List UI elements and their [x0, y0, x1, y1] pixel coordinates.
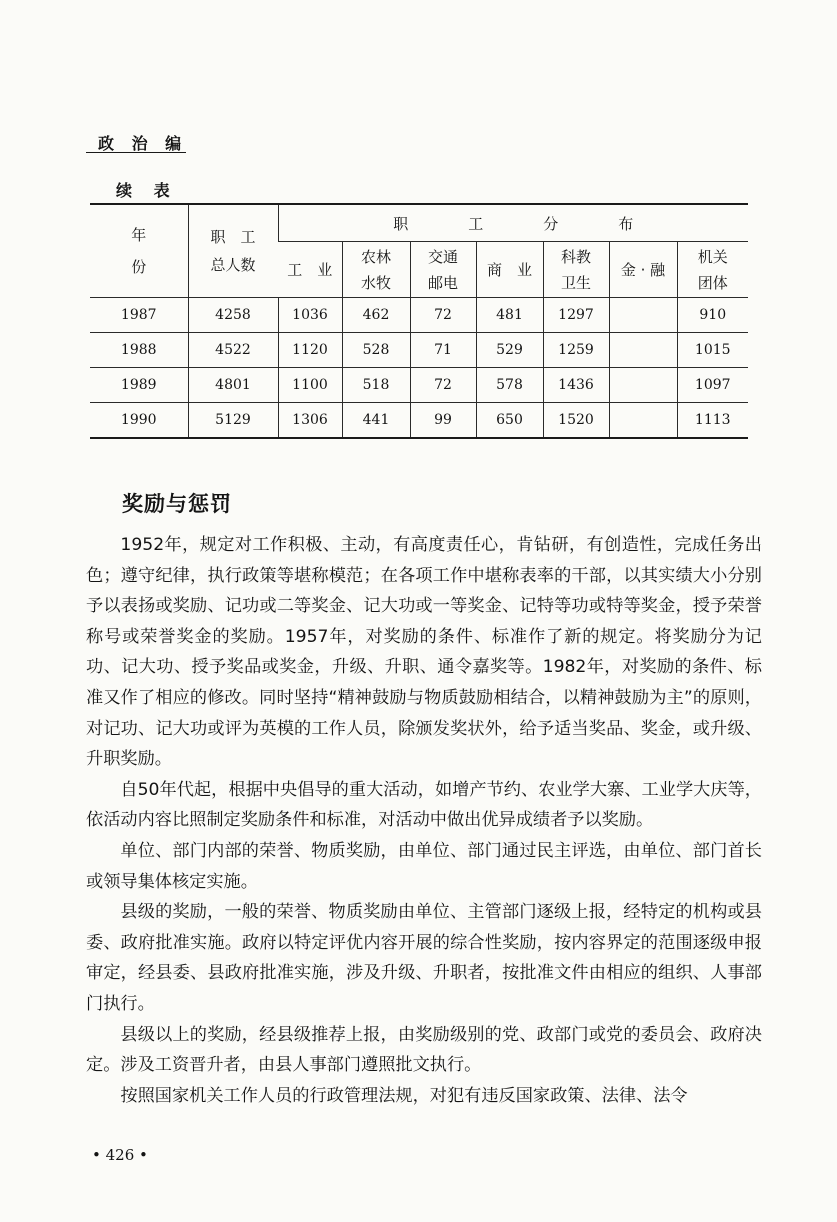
paragraph: 1952年，规定对工作积极、主动，有高度责任心，肯钻研，有创造性，完成任务出色；遵守纪律，执行政策等堪称模范；在各项工作中堪称表率的干部，以其实绩大小分别予以表扬或奖励、记功或二等奖金、记大功或一等奖金、记特等功或特等奖金，授予荣誉称号或荣誉奖金的奖励。1957年，对奖励的条件、标准作了新的规定。将奖励分为记功、记大功、授予奖品或奖金，升级、升职、通令嘉奖等。1982年，对奖励的条件、标准又作了相应的修改。同时坚持“精神鼓励与物质鼓励相结合，以精神鼓励为主”的原则，对记功、记大功或评为英模的工作人员，除颁发奖状外，给予适当奖品、奖金，或升级、升职奖励。	[86, 535, 762, 770]
value-cell: 72	[410, 368, 476, 403]
value-cell: 72	[410, 298, 476, 333]
value-cell: 462	[342, 298, 410, 333]
paragraph: 自50年代起，根据中央倡导的重大活动，如增产节约、农业学大寨、工业学大庆等，依活动内容比照制定奖励条件和标准，对活动中做出优异成绩者予以奖励。	[86, 779, 762, 831]
value-cell: 99	[410, 403, 476, 439]
running-header: 政 治 编	[98, 134, 188, 153]
value-cell: 4522	[188, 333, 278, 368]
value-cell: 1036	[278, 298, 342, 333]
header-sector-6: 机关 团体	[677, 242, 748, 298]
value-cell: 1520	[543, 403, 609, 439]
value-cell	[609, 298, 677, 333]
value-cell: 1297	[543, 298, 609, 333]
value-cell: 518	[342, 368, 410, 403]
header-sector-1: 农林 水牧	[342, 242, 410, 298]
value-cell	[609, 368, 677, 403]
value-cell: 71	[410, 333, 476, 368]
header-sector-5: 金 · 融	[609, 242, 677, 298]
section-title: 奖励与惩罚	[122, 492, 232, 516]
value-cell: 1097	[677, 368, 748, 403]
value-cell: 578	[476, 368, 543, 403]
value-cell: 4801	[188, 368, 278, 403]
value-cell: 1120	[278, 333, 342, 368]
year-cell: 1989	[90, 368, 188, 403]
value-cell: 528	[342, 333, 410, 368]
paragraph: 按照国家机关工作人员的行政管理法规，对犯有违反国家政策、法律、法令	[120, 1085, 688, 1106]
header-underline	[86, 152, 186, 153]
paragraph: 县级以上的奖励，经县级推荐上报，由奖励级别的党、政部门或党的委员会、政府决定。涉及工资晋升者，由县人事部门遵照批文执行。	[86, 1024, 762, 1076]
year-cell: 1990	[90, 403, 188, 439]
value-cell: 529	[476, 333, 543, 368]
paragraph: 单位、部门内部的荣誉、物质奖励，由单位、部门通过民主评选，由单位、部门首长或领导集体核定实施。	[86, 840, 762, 892]
value-cell: 910	[677, 298, 748, 333]
page-number: • 426 •	[92, 1146, 148, 1164]
value-cell: 5129	[188, 403, 278, 439]
header-sector-0: 工 业	[278, 242, 342, 298]
value-cell: 4258	[188, 298, 278, 333]
value-cell	[609, 403, 677, 439]
header-employee-distribution: 职工分布	[278, 204, 748, 242]
table-row	[90, 333, 748, 368]
value-cell: 481	[476, 298, 543, 333]
header-sector-3: 商 业	[476, 242, 543, 298]
year-cell: 1987	[90, 298, 188, 333]
header-year: 年 份	[90, 204, 188, 298]
paragraph: 县级的奖励，一般的荣誉、物质奖励由单位、主管部门逐级上报，经特定的机构或县委、政府批准实施。政府以特定评优内容开展的综合性奖励，按内容界定的范围逐级申报审定，经县委、县政府批准实施，涉及升级、升职者，按批准文件由相应的组织、人事部门执行。	[86, 902, 762, 1014]
value-cell: 1306	[278, 403, 342, 439]
value-cell: 1113	[677, 403, 748, 439]
value-cell: 1259	[543, 333, 609, 368]
value-cell: 650	[476, 403, 543, 439]
employee-distribution-table	[90, 203, 748, 439]
value-cell: 1015	[677, 333, 748, 368]
body-text	[86, 530, 762, 1111]
value-cell: 1436	[543, 368, 609, 403]
continued-table-label: 续 表	[116, 181, 178, 200]
value-cell	[609, 333, 677, 368]
table-row	[90, 368, 748, 403]
year-cell: 1988	[90, 333, 188, 368]
value-cell: 1100	[278, 368, 342, 403]
table-row	[90, 403, 748, 439]
header-total-employees: 职 工 总人数	[188, 204, 278, 298]
header-sector-2: 交通 邮电	[410, 242, 476, 298]
value-cell: 441	[342, 403, 410, 439]
header-sector-4: 科教 卫生	[543, 242, 609, 298]
table-row	[90, 298, 748, 333]
